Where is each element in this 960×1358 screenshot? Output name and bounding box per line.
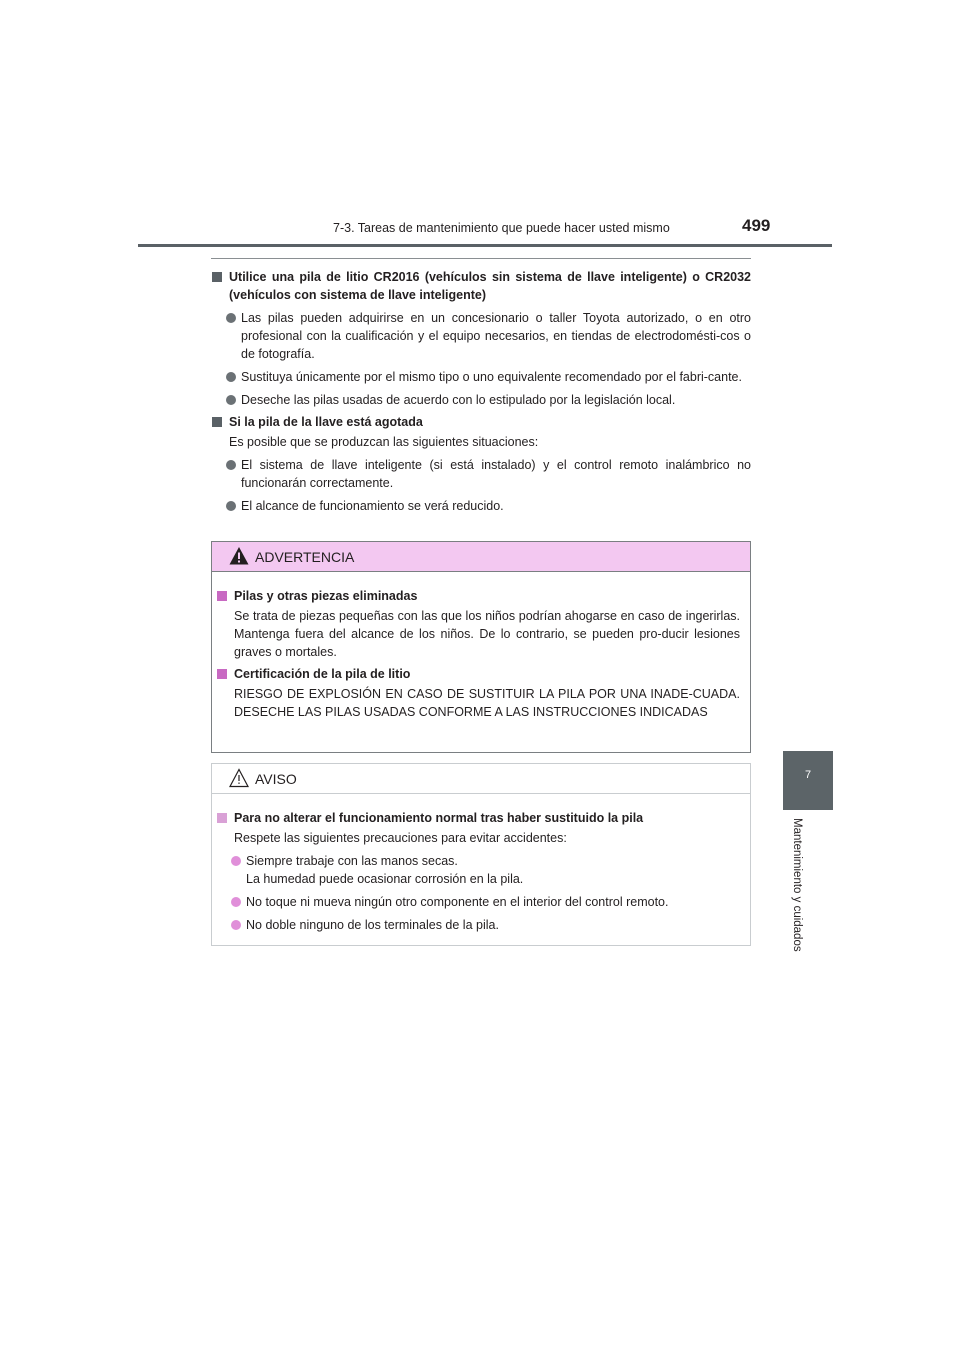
warning-item-text: Se trata de piezas pequeñas con las que los niños podrían ahogarse en caso de ingerirlas. Mantenga fuera del alcance de los niños. De lo contrario, se pueden pro-ducir lesiones graves o mortales. — [234, 609, 740, 659]
warning-header — [212, 542, 750, 572]
square-bullet-icon — [212, 272, 222, 282]
circle-bullet-icon — [226, 313, 236, 323]
depleted-battery-section — [211, 413, 751, 515]
list-item: Sustituya únicamente por el mismo tipo o uno equivalente recomendado por el fabri-cante. — [211, 368, 751, 386]
warning-triangle-icon — [229, 546, 249, 566]
caution-triangle-icon — [229, 768, 249, 788]
circle-bullet-icon — [231, 897, 241, 907]
circle-bullet-icon — [226, 372, 236, 382]
warning-item-heading: Certificación de la pila de litio — [216, 665, 740, 683]
list-item: Siempre trabaje con las manos secas. La humedad puede ocasionar corrosión en la pila. — [216, 852, 740, 888]
list-item: Las pilas pueden adquirirse en un concesionario o taller Toyota autorizado, o en otro profesional con la cualificación y el equipo necesarios, en tiendas de electrodomésti-cos o de fotografía. — [211, 309, 751, 363]
notice-body — [212, 794, 750, 934]
warning-body — [212, 572, 750, 721]
list-item: El sistema de llave inteligente (si está instalado) y el control remoto inalámbrico no funcionarán correctamente. — [211, 456, 751, 492]
square-bullet-icon — [217, 591, 227, 601]
circle-bullet-icon — [226, 460, 236, 470]
circle-bullet-icon — [231, 856, 241, 866]
notice-title: AVISO — [255, 771, 297, 787]
main-content — [211, 258, 751, 515]
chapter-tab — [783, 751, 833, 810]
list-item: Deseche las pilas usadas de acuerdo con lo estipulado por la legislación local. — [211, 391, 751, 409]
list-item: El alcance de funcionamiento se verá reducido. — [211, 497, 751, 515]
square-bullet-icon — [217, 813, 227, 823]
page-number: 499 — [742, 216, 771, 235]
section-intro: Es posible que se produzcan las siguientes situaciones: — [229, 435, 539, 449]
notice-heading: Para no alterar el funcionamiento normal tras haber sustituido la pila — [216, 809, 740, 827]
notice-header — [212, 764, 750, 794]
section-heading: Utilice una pila de litio CR2016 (vehículos sin sistema de llave inteligente) o CR2032 (vehículos con sistema de llave inteligente) — [211, 268, 751, 304]
list-item: No toque ni mueva ningún otro componente en el interior del control remoto. — [216, 893, 740, 911]
battery-type-section — [211, 268, 751, 409]
square-bullet-icon — [212, 417, 222, 427]
circle-bullet-icon — [226, 501, 236, 511]
notice-intro: Respete las siguientes precauciones para evitar accidentes: — [234, 831, 567, 845]
content-divider — [211, 258, 751, 259]
chapter-name: Mantenimiento y cuidados — [791, 818, 803, 952]
list-item: No doble ninguno de los terminales de la pila. — [216, 916, 740, 934]
notice-box — [211, 763, 751, 946]
page-header — [0, 0, 960, 250]
warning-item-heading: Pilas y otras piezas eliminadas — [216, 587, 740, 605]
square-bullet-icon — [217, 669, 227, 679]
warning-title: ADVERTENCIA — [255, 549, 355, 565]
circle-bullet-icon — [226, 395, 236, 405]
warning-item-text: RIESGO DE EXPLOSIÓN EN CASO DE SUSTITUIR LA PILA POR UNA INADE-CUADA. DESECHE LAS PILAS USADAS CONFORME A LAS INSTRUCCIONES INDICADAS — [234, 687, 740, 719]
header-divider — [138, 244, 832, 247]
chapter-number: 7 — [804, 769, 812, 781]
warning-box — [211, 541, 751, 753]
circle-bullet-icon — [231, 920, 241, 930]
section-title: 7-3. Tareas de mantenimiento que puede hacer usted mismo — [333, 221, 670, 235]
section-heading: Si la pila de la llave está agotada — [211, 413, 751, 431]
